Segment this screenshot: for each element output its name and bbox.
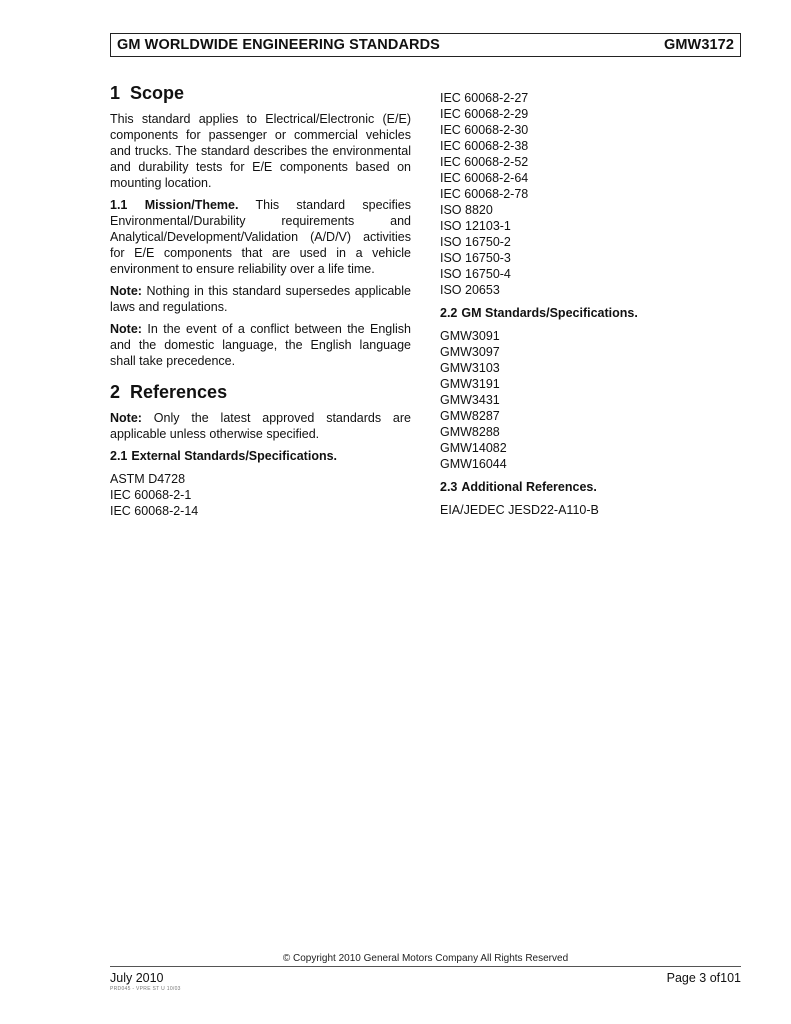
note-text: Nothing in this standard supersedes applicable laws and regulations. <box>110 284 411 314</box>
footer-divider <box>110 966 741 967</box>
list-item: IEC 60068-2-52 <box>440 155 529 169</box>
note-label: Note: <box>110 411 142 425</box>
list-item: ISO 12103-1 <box>440 219 511 233</box>
left-column <box>110 82 411 526</box>
list-item: IEC 60068-2-1 <box>110 488 192 502</box>
section-number: 2 <box>110 382 121 402</box>
copyright-notice: © Copyright 2010 General Motors Company All Rights Reserved <box>282 953 569 964</box>
section-references-heading <box>110 381 411 403</box>
mission-heading: Mission/Theme. <box>144 198 239 212</box>
list-item: GMW3431 <box>440 393 500 407</box>
footer-page-number: Page 3 of101 <box>666 971 741 985</box>
header-title: GM WORLDWIDE ENGINEERING STANDARDS <box>117 37 440 53</box>
list-item: IEC 60068-2-38 <box>440 139 529 153</box>
list-item: ISO 8820 <box>440 203 493 217</box>
list-item: EIA/JEDEC JESD22-A110-B <box>440 503 599 517</box>
subsection-title: Additional References. <box>461 480 597 494</box>
form-code: PRD045 - VPRE ST U 10/03 <box>110 986 181 992</box>
external-standards-list <box>110 471 411 519</box>
list-item: GMW3091 <box>440 329 500 343</box>
list-item: IEC 60068-2-78 <box>440 187 529 201</box>
list-item: GMW8288 <box>440 425 500 439</box>
list-item: IEC 60068-2-27 <box>440 91 529 105</box>
note-text: In the event of a conflict between the English and the domestic language, the English language shall take precedence. <box>110 322 411 368</box>
list-item: IEC 60068-2-14 <box>110 504 199 518</box>
list-item: ISO 20653 <box>440 283 500 297</box>
right-column <box>440 90 741 525</box>
note-paragraph <box>110 410 411 442</box>
list-item: IEC 60068-2-64 <box>440 171 529 185</box>
scope-body: This standard applies to Electrical/Electronic (E/E) components for passenger or commercial vehicles and trucks. The standard describes the environmental and durability tests for E/E components based on mounting location. <box>110 112 411 190</box>
note-label: Note: <box>110 322 142 336</box>
section-number: 1 <box>110 83 121 103</box>
list-item: ISO 16750-4 <box>440 267 511 281</box>
list-item: GMW8287 <box>440 409 500 423</box>
subsection-additional-heading <box>440 479 741 495</box>
mission-body: This standard specifies Environmental/Durability requirements and Analytical/Development/Validation (A/D/V) activities for E/E components that are used in a vehicle environment to ensure reliability over a life time. <box>110 198 411 276</box>
list-item: GMW3103 <box>440 361 500 375</box>
subsection-number: 2.3 <box>440 480 458 494</box>
list-item: GMW3097 <box>440 345 500 359</box>
list-item: ISO 16750-3 <box>440 251 511 265</box>
list-item: GMW16044 <box>440 457 507 471</box>
gm-standards-list <box>440 328 741 472</box>
subsection-title: GM Standards/Specifications. <box>461 306 638 320</box>
section-scope-heading <box>110 82 411 104</box>
list-item: ASTM D4728 <box>110 472 186 486</box>
note-paragraph <box>110 321 411 369</box>
note-paragraph <box>110 283 411 315</box>
subsection-external-heading <box>110 448 411 464</box>
page-footer <box>110 971 741 985</box>
subsection-gm-heading <box>440 305 741 321</box>
note-text: Only the latest approved standards are applicable unless otherwise specified. <box>110 411 411 441</box>
page-header <box>110 33 741 57</box>
footer-date: July 2010 <box>110 971 164 985</box>
additional-references-list <box>440 502 741 518</box>
section-title: Scope <box>130 83 185 103</box>
external-standards-list-continued <box>440 90 741 298</box>
list-item: GMW3191 <box>440 377 500 391</box>
mission-paragraph <box>110 197 411 277</box>
subsection-number: 2.2 <box>440 306 458 320</box>
list-item: IEC 60068-2-29 <box>440 107 529 121</box>
list-item: ISO 16750-2 <box>440 235 511 249</box>
note-label: Note: <box>110 284 142 298</box>
header-doc-number: GMW3172 <box>664 37 734 53</box>
subsection-title: External Standards/Specifications. <box>131 449 338 463</box>
mission-number: 1.1 <box>110 198 128 212</box>
list-item: GMW14082 <box>440 441 507 455</box>
list-item: IEC 60068-2-30 <box>440 123 529 137</box>
subsection-number: 2.1 <box>110 449 128 463</box>
section-title: References <box>130 382 228 402</box>
